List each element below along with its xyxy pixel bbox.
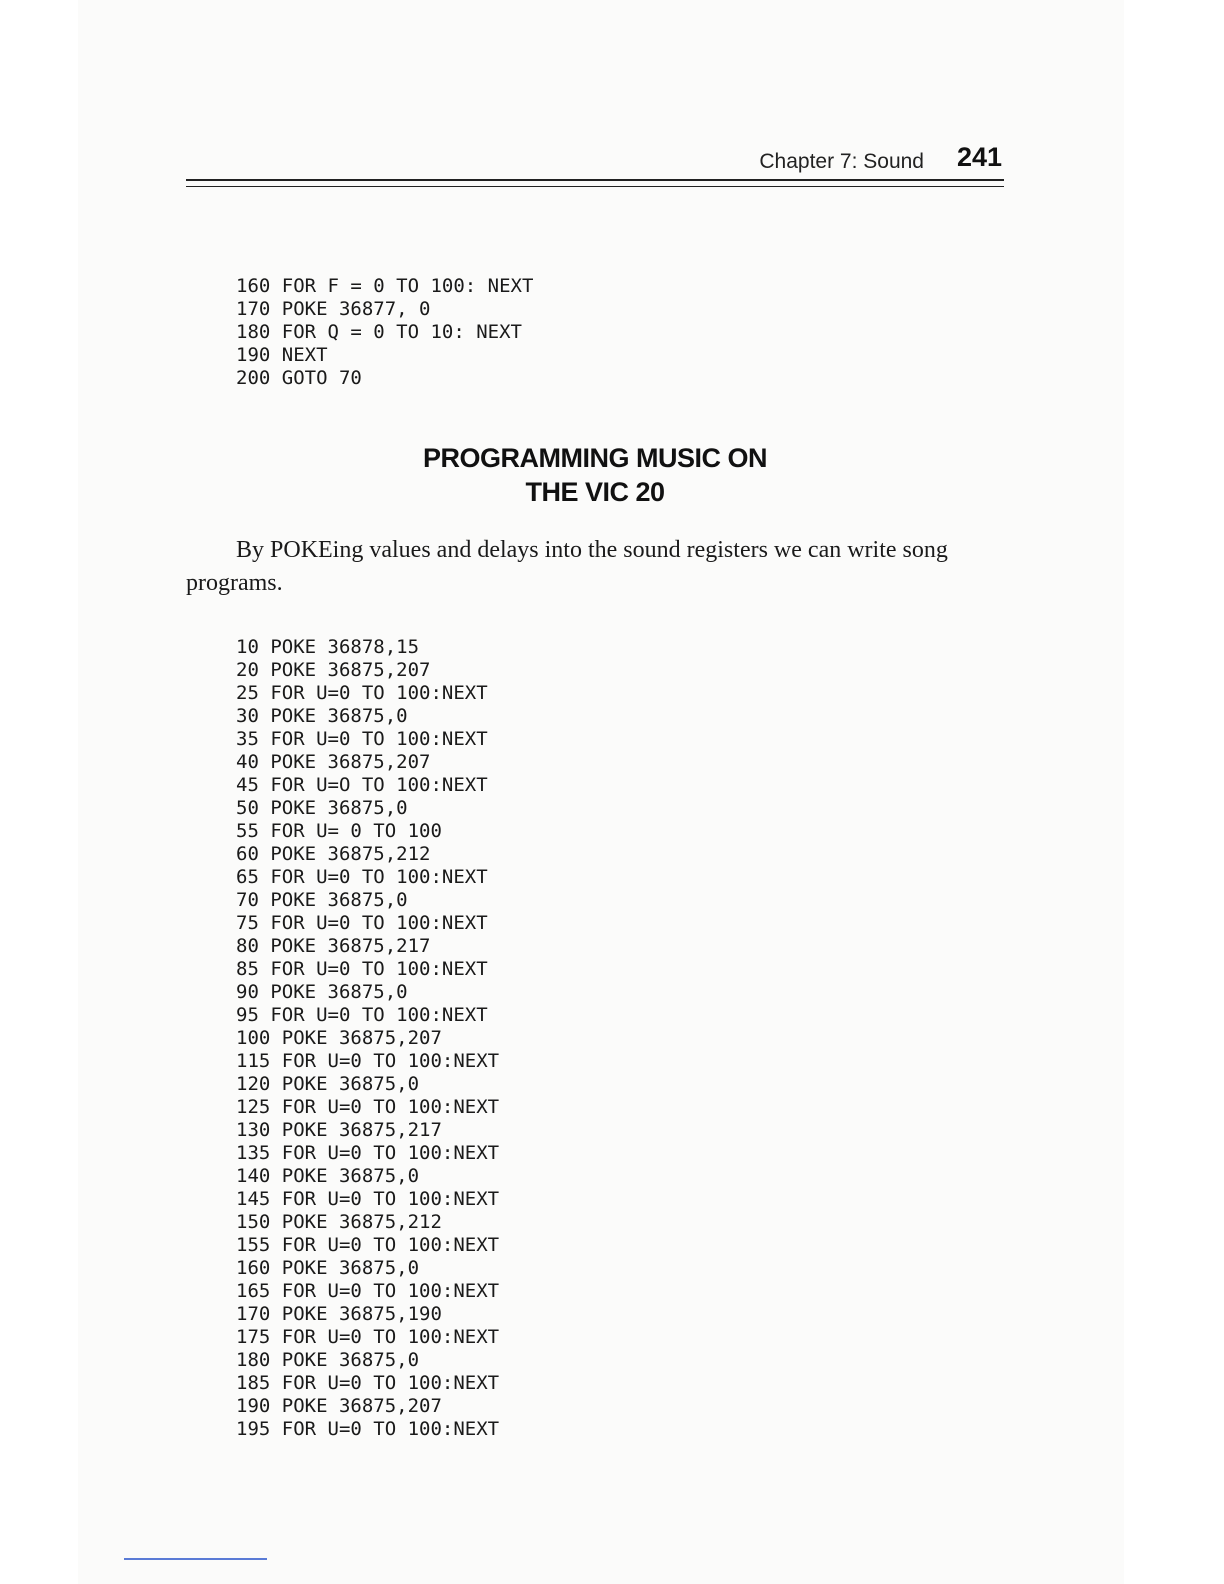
- code-line: 80 POKE 36875,217: [236, 935, 431, 957]
- chapter-title: Chapter 7: Sound: [759, 150, 924, 173]
- code-line: 120 POKE 36875,0: [236, 1073, 420, 1095]
- code-line: 170 POKE 36877, 0: [236, 298, 431, 320]
- code-line: 165 FOR U=0 TO 100:NEXT: [236, 1280, 500, 1302]
- section-heading-line-2: THE VIC 20: [525, 477, 665, 507]
- code-line: 125 FOR U=0 TO 100:NEXT: [236, 1096, 500, 1118]
- book-page: [78, 0, 1124, 1584]
- code-line: 170 POKE 36875,190: [236, 1303, 442, 1325]
- code-line: 90 POKE 36875,0: [236, 981, 408, 1003]
- code-line: 160 POKE 36875,0: [236, 1257, 420, 1279]
- footer-underline: [124, 1558, 267, 1560]
- code-line: 140 POKE 36875,0: [236, 1165, 420, 1187]
- code-line: 25 FOR U=0 TO 100:NEXT: [236, 682, 488, 704]
- page-number: 241: [956, 142, 1002, 172]
- code-line: 20 POKE 36875,207: [236, 659, 431, 681]
- code-line: 100 POKE 36875,207: [236, 1027, 442, 1049]
- code-listing-song: [236, 636, 499, 1441]
- code-line: 190 NEXT: [236, 344, 328, 366]
- code-line: 180 POKE 36875,0: [236, 1349, 420, 1371]
- code-line: 175 FOR U=0 TO 100:NEXT: [236, 1326, 500, 1348]
- running-header: [186, 140, 1004, 180]
- code-line: 155 FOR U=0 TO 100:NEXT: [236, 1234, 500, 1256]
- code-line: 180 FOR Q = 0 TO 10: NEXT: [236, 321, 522, 343]
- code-line: 70 POKE 36875,0: [236, 889, 408, 911]
- code-line: 50 POKE 36875,0: [236, 797, 408, 819]
- code-line: 130 POKE 36875,217: [236, 1119, 442, 1141]
- code-line: 145 FOR U=0 TO 100:NEXT: [236, 1188, 500, 1210]
- page-margin-right: [1124, 0, 1224, 1584]
- header-rule-bottom: [186, 186, 1004, 187]
- code-line: 200 GOTO 70: [236, 367, 362, 389]
- code-line: 10 POKE 36878,15: [236, 636, 420, 658]
- code-line: 45 FOR U=O TO 100:NEXT: [236, 774, 488, 796]
- code-line: 135 FOR U=0 TO 100:NEXT: [236, 1142, 500, 1164]
- header-rule-top: [186, 179, 1004, 181]
- code-line: 65 FOR U=0 TO 100:NEXT: [236, 866, 488, 888]
- body-paragraph: By POKEing values and delays into the sound registers we can write song programs.: [186, 537, 948, 596]
- code-listing-continued: [236, 275, 533, 390]
- code-line: 95 FOR U=0 TO 100:NEXT: [236, 1004, 488, 1026]
- section-heading: [186, 441, 1004, 509]
- code-line: 35 FOR U=0 TO 100:NEXT: [236, 728, 488, 750]
- code-line: 60 POKE 36875,212: [236, 843, 431, 865]
- code-line: 55 FOR U= 0 TO 100: [236, 820, 442, 842]
- code-line: 190 POKE 36875,207: [236, 1395, 442, 1417]
- section-heading-line-1: PROGRAMMING MUSIC ON: [423, 443, 767, 473]
- code-line: 85 FOR U=0 TO 100:NEXT: [236, 958, 488, 980]
- code-line: 160 FOR F = 0 TO 100: NEXT: [236, 275, 534, 297]
- code-line: 195 FOR U=0 TO 100:NEXT: [236, 1418, 500, 1440]
- code-line: 30 POKE 36875,0: [236, 705, 408, 727]
- code-line: 185 FOR U=0 TO 100:NEXT: [236, 1372, 500, 1394]
- code-line: 40 POKE 36875,207: [236, 751, 431, 773]
- page-margin-left: [0, 0, 78, 1584]
- code-line: 150 POKE 36875,212: [236, 1211, 442, 1233]
- code-line: 115 FOR U=0 TO 100:NEXT: [236, 1050, 500, 1072]
- code-line: 75 FOR U=0 TO 100:NEXT: [236, 912, 488, 934]
